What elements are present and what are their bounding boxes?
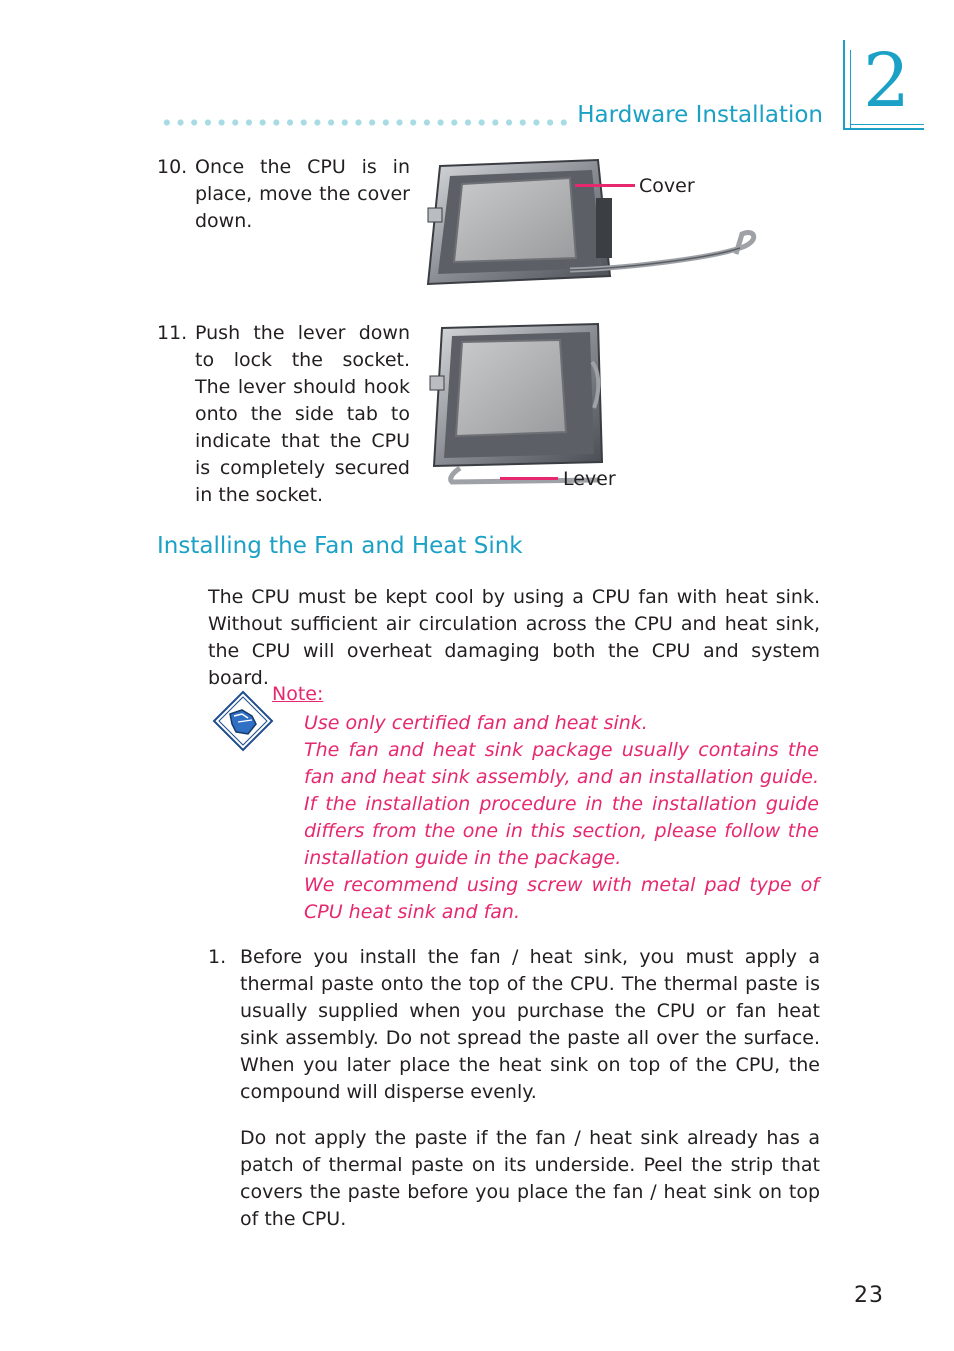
list-item	[240, 944, 820, 1233]
list-number: 1.	[208, 946, 227, 968]
step-text: Push the lever down to lock the socket. The lever should hook onto the side tab to indicate that the CPU is completely secured in the socket.	[195, 322, 410, 506]
section-title: Hardware Installation	[577, 102, 823, 128]
note-line: The fan and heat sink package usually contains the fan and heat sink assembly, and an installation guide. If the installation procedure in the installation guide differs from the one in this section, please follow the installation guide in the package.	[304, 739, 819, 869]
note-line: Use only certified fan and heat sink.	[304, 712, 648, 734]
section-heading: Installing the Fan and Heat Sink	[157, 533, 523, 559]
cpu-cover-photo	[420, 158, 760, 294]
step-11	[157, 320, 413, 520]
note-label: Note:	[272, 683, 324, 705]
cover-callout-line	[575, 184, 635, 187]
header-dot-rule	[160, 118, 572, 127]
instruction-list	[208, 944, 820, 1252]
hand-pointing-note-icon	[212, 690, 274, 752]
note-line: We recommend using screw with metal pad type of CPU heat sink and fan.	[304, 874, 819, 923]
cpu-lever-photo	[420, 322, 610, 490]
intro-paragraph: The CPU must be kept cool by using a CPU fan with heat sink. Without sufficient air circulation across the CPU and heat sink, the CPU will overheat damaging both the CPU and system board.	[208, 586, 820, 689]
step-10	[157, 154, 413, 244]
list-paragraph: Before you install the fan / heat sink, you must apply a thermal paste onto the top of the CPU. The thermal paste is usually supplied when you purchase the CPU or fan heat sink assembly. Do not spread the paste all over the surface. When you later place the heat sink on top of the CPU, the compound will disperse evenly.	[240, 946, 820, 1103]
chapter-number: 2	[863, 38, 911, 124]
list-paragraph: Do not apply the paste if the fan / heat sink already has a patch of thermal paste on its underside. Peel the strip that covers the paste before you place the fan / heat sink on top of the CPU.	[240, 1127, 820, 1230]
lever-callout-label: Lever	[563, 468, 616, 490]
cover-callout-label: Cover	[639, 175, 695, 197]
step-text: Once the CPU is in place, move the cover down.	[195, 156, 410, 232]
chapter-tab	[843, 40, 924, 130]
step-number: 10.	[157, 156, 188, 178]
note-body	[304, 710, 819, 926]
page-number: 23	[854, 1283, 884, 1308]
step-number: 11.	[157, 322, 188, 344]
lever-callout-line	[500, 477, 558, 480]
